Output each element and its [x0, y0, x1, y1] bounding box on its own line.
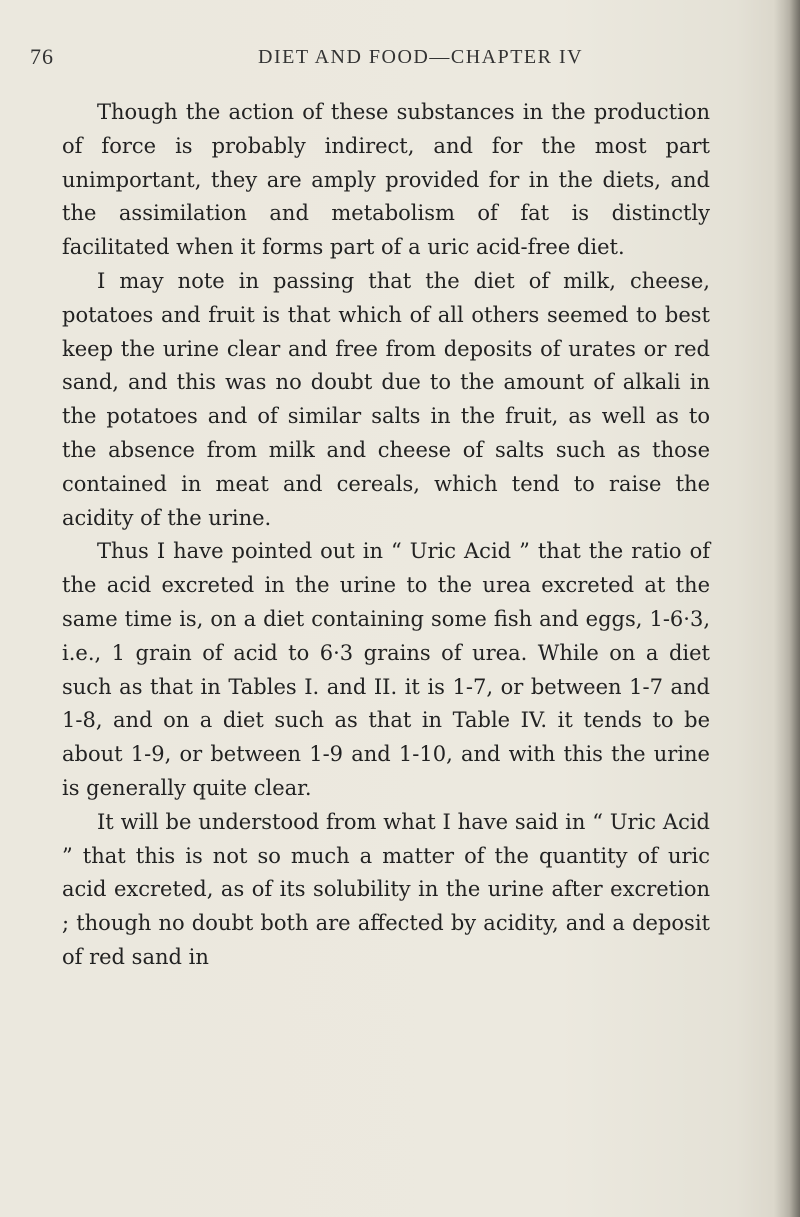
paragraph-3: Thus I have pointed out in “ Uric Acid ” that the ratio of the acid excreted in the urine to the urea excreted at the same time is, on a diet containing some fish and eggs, 1-6·3, i.e., 1 grain of acid to 6·3 grains of urea. While on a diet such as that in Tables I. and II. it is 1-7, or between 1-7 and 1-8, and on a diet such as that in Table IV. it tends to be about 1-9, or between 1-9 and 1-10, and with this the urine is generally quite clear.: [62, 539, 710, 800]
paragraph-1: Though the action of these substances in the production of force is probably indirect, and for the most part unimportant, they are amply provided for in the diets, and the assimilation and metabolism of fat is distinctly facilitated when it forms part of a uric acid-free diet.: [62, 100, 710, 260]
paragraph-4: It will be understood from what I have said in “ Uric Acid ” that this is not so much a matter of the quantity of uric acid excreted, as of its solubility in the urine after excretion ; though no doubt both are affected by acidity, and a deposit of red sand in: [62, 809, 710, 969]
body-text: [62, 96, 710, 975]
page-number: 76: [30, 44, 54, 69]
paragraph-2: I may note in passing that the diet of milk, cheese, potatoes and fruit is that which of all others seemed to best keep the urine clear and free from deposits of urates or red sand, and this was no doubt due to the amount of alkali in the potatoes and of similar salts in the fruit, as well as to the absence from milk and cheese of salts such as those contained in meat and cereals, which tend to raise the acidity of the urine.: [62, 268, 710, 530]
page-edge-shadow: [774, 0, 800, 1217]
running-head: DIET AND FOOD—CHAPTER IV: [258, 46, 584, 68]
page-header: [30, 44, 770, 74]
